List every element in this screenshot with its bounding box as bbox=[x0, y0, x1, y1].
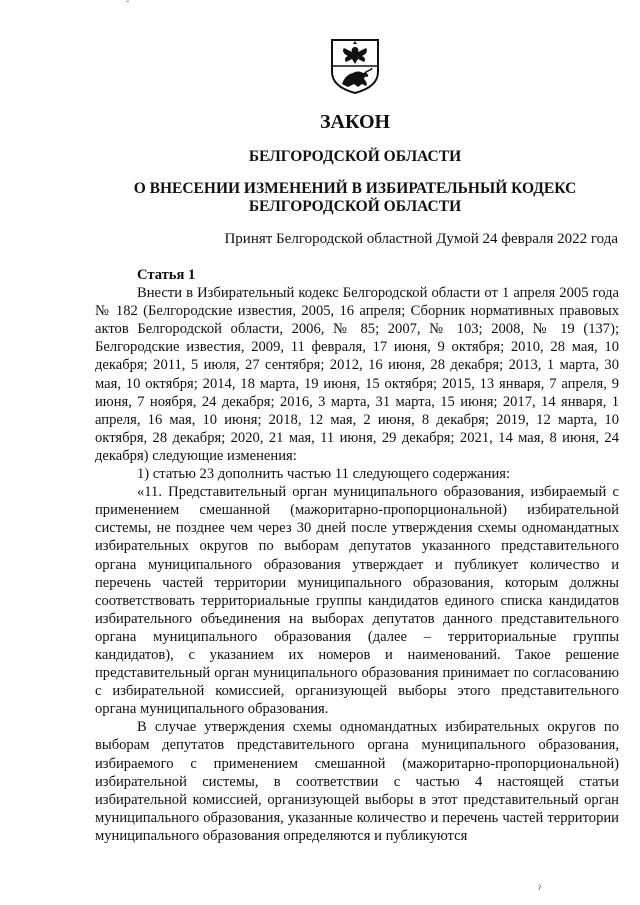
paragraph-4: В случае утверждения схемы одномандатных избирательных округов по выборам депутатов представительного органа муниципального образования, избираемого с применением смешанной (мажоритарно-пропорциональной) избирательной системы, в соответствии с частью 4 настоящей статьи избирательной комиссией, организующей выборы в этот представительный орган муниципального образования, указанные количество и перечень частей территории муниципального образования определяются и публикуются bbox=[95, 719, 619, 844]
subtitle-line-1: О ВНЕСЕНИИ ИЗМЕНЕНИЙ В ИЗБИРАТЕЛЬНЫЙ КОДЕКС bbox=[133, 180, 577, 197]
document-title: ЗАКОН bbox=[319, 111, 391, 133]
paragraph-1: Внести в Избирательный кодекс Белгородской области от 1 апреля 2005 года № 182 (Белгородские известия, 2005, 16 апреля; Сборник нормативных правовых актов Белгородской области, 2006, № 85; 2007, № 103; 2008, № 19 (137); Белгородские известия, 2009, 11 февраля, 17 июня, 9 октября; 2010, 28 мая, 10 декабря; 2011, 5 июля, 27 сентября; 2012, 16 июня, 28 декабря; 2013, 1 марта, 30 мая, 10 октября; 2014, 18 марта, 19 июня, 15 октября; 2015, 13 января, 7 апреля, 9 июня, 7 ноября, 24 декабря; 2016, 3 марта, 31 марта, 15 июня; 2017, 14 января, 1 апреля, 16 мая, 10 июня; 2018, 12 мая, 2 июня, 8 декабря; 2019, 12 марта, 10 октября, 28 декабря; 2020, 21 мая, 11 июня, 29 декабря; 2021, 14 мая, 8 июня, 24 декабря) следующие изменения: bbox=[95, 285, 619, 464]
adoption-note: Принят Белгородской областной Думой 24 февраля 2022 года bbox=[224, 231, 618, 247]
paragraph-3: «11. Представительный орган муниципального образования, избираемый с применением смешанной (мажоритарно-пропорциональной) избирательной системы, не позднее чем через 30 дней после утверждения схемы одномандатных избирательных округов по выборам депутатов указанного представительного органа муниципального образования утверждает и публикует количество и перечень частей территории муниципального образования, которым должны соответствовать территориальные группы кандидатов единого списка кандидатов избирательного объединения на выборах депутатов данного представительного органа муниципального образования (далее – территориальные группы кандидатов), с указанием их номеров и наименований. Такое решение представительный орган муниципального образования принимает по согласованию с избирательной комиссией, организующей выборы этого представительного органа муниципального образования. bbox=[95, 484, 619, 718]
scan-mark-bottom: ˀ bbox=[538, 882, 541, 896]
subtitle-line-2: БЕЛГОРОДСКОЙ ОБЛАСТИ bbox=[248, 198, 462, 215]
paragraph-2: 1) статью 23 дополнить частью 11 следующего содержания: bbox=[137, 466, 511, 483]
article-heading: Статья 1 bbox=[137, 267, 196, 283]
belgorod-coat-of-arms-icon bbox=[328, 38, 382, 94]
scan-mark: ˇ bbox=[126, 0, 130, 11]
document-body bbox=[95, 266, 619, 845]
document-region: БЕЛГОРОДСКОЙ ОБЛАСТИ bbox=[248, 148, 462, 165]
document-subtitle bbox=[0, 180, 640, 216]
